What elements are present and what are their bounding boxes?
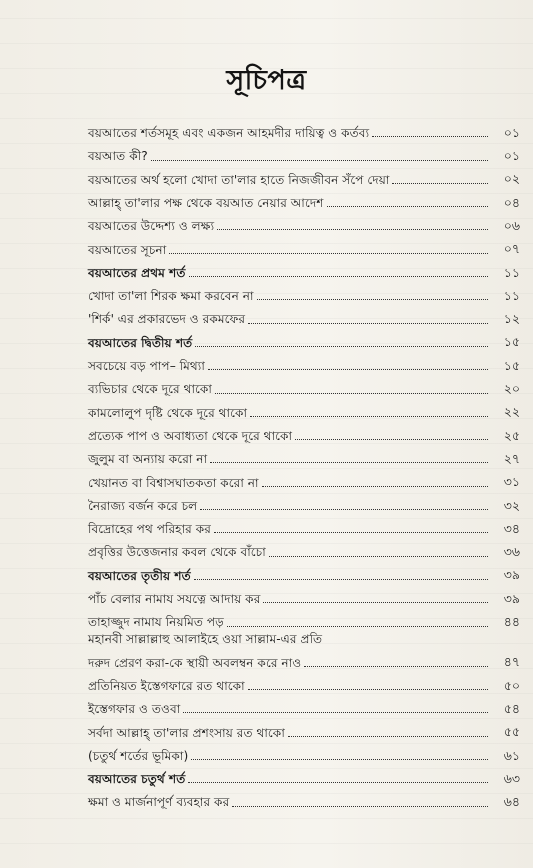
toc-entry (88, 209, 520, 232)
dot-leader (372, 136, 488, 137)
toc-entry (88, 535, 520, 558)
toc-entry-page-number: ৬১ (503, 747, 520, 763)
toc-entry-label: কামলোলুপ দৃষ্টি থেকে দূরে থাকো (88, 405, 248, 420)
toc-entry-label: ইস্তেগফার ও তওবা (88, 702, 181, 717)
dot-leader (257, 299, 488, 300)
toc-entry-page-number: ১২ (503, 311, 520, 327)
toc-entry (88, 605, 520, 628)
toc-entry-label: জুলুম বা অন্যায় করো না (88, 452, 208, 467)
dot-leader (183, 712, 488, 713)
toc-entry-page-number: ৩১ (503, 474, 520, 490)
toc-entry-label: (চতুর্থ শর্তের ভূমিকা) (88, 748, 189, 763)
toc-entry (88, 646, 520, 669)
toc-entry-label: প্রতিনিয়ত ইস্তেগফারে রত থাকো (88, 678, 245, 693)
toc-entry-page-number: ৫৫ (503, 724, 520, 740)
toc-entry-label: নৈরাজ্য বর্জন করে চল (88, 498, 198, 513)
toc-entry-label: বয়আতের দ্বিতীয় শর্ত (88, 335, 193, 350)
toc-entry (88, 116, 520, 139)
toc-entry-label: পাঁচ বেলার নামায সযত্নে আদায় কর (88, 592, 261, 607)
toc-entry-page-number: ২৫ (503, 427, 520, 443)
toc-entry-label: খোদা তা'লা শিরক ক্ষমা করবেন না (88, 289, 254, 304)
dot-leader (208, 369, 488, 370)
toc-entry-label: বিদ্রোহের পথ পরিহার কর (88, 522, 211, 537)
toc-entry (88, 326, 520, 349)
toc-entry-label: বয়আতের অর্থ হলো খোদা তা'লার হাতে নিজজীবন সঁপে দেয়া (88, 172, 390, 187)
toc-entry-page-number: ৩৯ (503, 567, 520, 583)
toc-entry-page-number: ৩৯ (503, 590, 520, 606)
toc-entry-page-number: ১৫ (503, 357, 520, 373)
toc-entry (88, 256, 520, 279)
dot-leader (269, 556, 488, 557)
toc-entry-page-number: ৫০ (503, 677, 520, 693)
toc-entry (88, 465, 520, 488)
toc-entry-label: ব্যভিচার থেকে দূরে থাকো (88, 382, 212, 397)
toc-entry-label: মহানবী সাল্লাল্লাহু আলাইহে ওয়া সাল্লাম-এর প্রতি (88, 632, 323, 647)
toc-entry-label: প্রত্যেক পাপ ও অবাধ্যতা থেকে দূরে থাকো (88, 428, 293, 443)
toc-entry-page-number: ৩২ (503, 497, 520, 513)
dot-leader (151, 160, 488, 161)
toc-entry-page-number: ৪৭ (503, 654, 520, 670)
toc-entry (88, 582, 520, 605)
dot-leader (210, 462, 488, 463)
toc-entry-page-number: ৬৪ (503, 794, 520, 810)
toc-entry-page-number: ০২ (503, 171, 520, 187)
toc-entry (88, 739, 520, 762)
toc-entry-label: বয়আতের চতুর্থ শর্ত (88, 772, 186, 787)
toc-entry-label: বয়আতের তৃতীয় শর্ত (88, 568, 191, 583)
toc-entry-page-number: ০৭ (503, 241, 520, 257)
toc-entry-label: বয়আত কী? (88, 149, 148, 164)
toc-entry (88, 785, 520, 808)
dot-leader (248, 689, 488, 690)
toc-entry (88, 762, 520, 785)
dot-leader (288, 736, 488, 737)
toc-entry-label: আল্লাহ্ তা'লার পক্ষ থেকে বয়আত নেয়ার আদেশ (88, 195, 324, 210)
toc-entry (88, 692, 520, 715)
toc-entry-label: বয়আতের শর্তসমূহ এবং একজন আহমদীর দায়িত্ব ও কর্তব্য (88, 126, 370, 141)
toc-entry-page-number: ৫৪ (503, 700, 520, 716)
toc-entry-page-number: ২২ (503, 404, 520, 420)
toc-entry-label: ক্ষমা ও মার্জনাপূর্ণ ব্যবহার কর (88, 795, 230, 810)
toc-entry-page-number: ২৭ (503, 450, 520, 466)
toc-entry (88, 715, 520, 738)
toc-entry-page-number: ০১ (503, 148, 520, 164)
toc-entry (88, 669, 520, 692)
toc-entry-label: 'শির্ক' এর প্রকারভেদ ও রকমফের (88, 312, 246, 327)
toc-entry-page-number: ০৬ (503, 217, 520, 233)
toc-entry-label: দরুদ প্রেরণ করা-কে স্থায়ী অবলম্বন করে নাও (88, 655, 302, 670)
toc-entry-page-number: ৩৪ (503, 520, 520, 536)
dot-leader (262, 486, 488, 487)
dot-leader (304, 666, 488, 667)
toc-entry-label: বয়আতের সূচনা (88, 242, 167, 257)
toc-entry-page-number: ২০ (503, 381, 520, 397)
toc-entry-label: সবচেয়ে বড় পাপ– মিথ্যা (88, 359, 205, 374)
toc-entry-label: বয়আতের প্রথম শর্ত (88, 265, 186, 280)
dot-leader (195, 346, 488, 347)
dot-leader (215, 393, 488, 394)
toc-entry (88, 396, 520, 419)
toc-entry (88, 349, 520, 372)
toc-entry (88, 139, 520, 162)
toc-entry (88, 512, 520, 535)
dot-leader (248, 323, 488, 324)
toc-entry-page-number: ৩৬ (503, 544, 520, 560)
toc-entry-label: তাহাজ্জুদ নামায নিয়মিত পড় (88, 615, 224, 630)
toc-entry (88, 186, 520, 209)
dot-leader (191, 759, 488, 760)
toc-entry (88, 442, 520, 465)
table-of-contents (88, 116, 520, 809)
toc-entry-label: সর্বদা আল্লাহ্ তা'লার প্রশংসায় রত থাকো (88, 725, 285, 740)
toc-entry-page-number: ০৪ (503, 194, 520, 210)
toc-entry (88, 279, 520, 302)
toc-entry-page-number: ১১ (503, 287, 520, 303)
toc-entry (88, 559, 520, 582)
toc-entry-page-number: ৬৩ (503, 770, 520, 786)
dot-leader (194, 579, 488, 580)
toc-entry (88, 629, 520, 646)
dot-leader (169, 253, 488, 254)
dot-leader (250, 416, 488, 417)
toc-entry (88, 163, 520, 186)
dot-leader (327, 206, 488, 207)
toc-entry (88, 372, 520, 395)
toc-entry (88, 232, 520, 255)
toc-entry (88, 489, 520, 512)
page-title: সূচিপত্র (226, 65, 307, 96)
toc-entry-page-number: ১৫ (503, 334, 520, 350)
toc-entry-page-number: ১১ (503, 264, 520, 280)
dot-leader (295, 439, 488, 440)
dot-leader (227, 626, 488, 627)
dot-leader (188, 782, 488, 783)
dot-leader (232, 806, 488, 807)
toc-entry-page-number: ৪৪ (503, 614, 520, 630)
toc-entry (88, 419, 520, 442)
toc-entry (88, 302, 520, 325)
toc-entry-label: প্রবৃত্তির উত্তেজনার কবল থেকে বাঁচো (88, 545, 266, 560)
dot-leader (392, 183, 488, 184)
dot-leader (189, 276, 488, 277)
dot-leader (217, 229, 488, 230)
dot-leader (200, 509, 488, 510)
dot-leader (214, 532, 488, 533)
toc-entry-label: খেয়ানত বা বিশ্বাসঘাতকতা করো না (88, 475, 259, 490)
toc-entry-label: বয়আতের উদ্দেশ্য ও লক্ষ্য (88, 219, 215, 234)
toc-entry-page-number: ০১ (503, 124, 520, 140)
dot-leader (263, 602, 488, 603)
